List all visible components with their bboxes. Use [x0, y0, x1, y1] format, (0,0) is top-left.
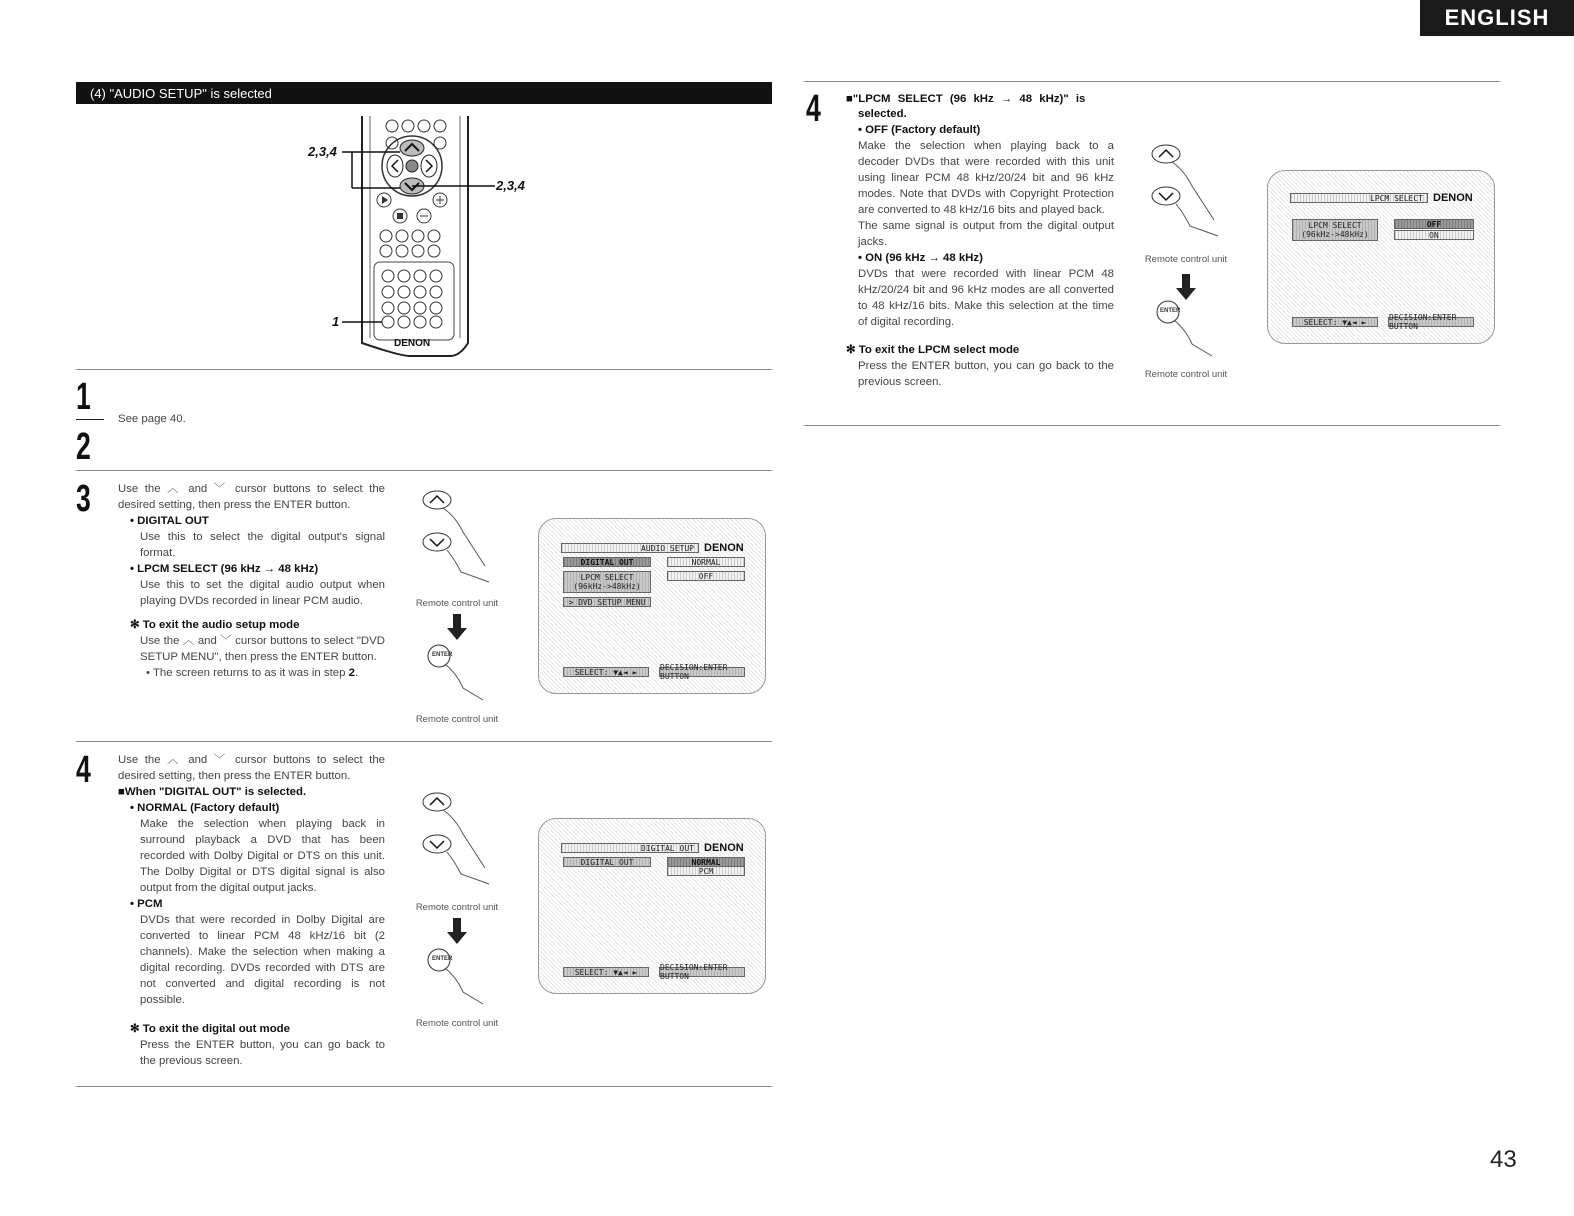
digital-out-desc: Use this to select the digital output's signal format.: [140, 531, 385, 559]
screen-footer-decision: DECISION:ENTER BUTTON: [1388, 317, 1474, 327]
lpcm-select-screen: [1267, 170, 1495, 344]
normal-desc: Make the selection when playing back in surround playback a DVD that has been recorded with Dolby Digital or DTS on this unit. The Dolby Digital or DTS digital signal is also output from the digital output jacks.: [140, 818, 385, 894]
step-1-2-note: See page 40.: [118, 413, 186, 425]
step-2-number: 2: [76, 426, 91, 468]
off-desc: Make the selection when playing back to a decoder DVDs that were recorded with this unit using linear PCM 48 kHz/20/24 bit and 96 kHz modes. Note that DVDs with Copyright Protection are converted to 48 kHz/16 bits and played back.: [858, 140, 1114, 216]
off-desc-2: The same signal is output from the digital output jacks.: [858, 220, 1114, 248]
screen-item-digital-out: DIGITAL OUT: [563, 557, 651, 567]
screen-value-off: OFF: [1394, 219, 1474, 229]
screen-brand: DENON: [704, 542, 744, 554]
when-digital-out-title: ■When "DIGITAL OUT" is selected.: [118, 786, 307, 798]
on-desc: DVDs that were recorded with linear PCM 48 kHz/20/24 bit and 96 kHz modes are all converted to 48 kHz/16 bits. Make this selection at the time of digital recording.: [858, 268, 1114, 328]
up-arrow-icon: ︿: [182, 635, 195, 647]
lpcm-selected-title: ■"LPCM SELECT (96 kHz → 48 kHz)" is: [846, 93, 1086, 105]
remote-caption: Remote control unit: [415, 598, 499, 609]
pcm-title: • PCM: [130, 898, 163, 910]
step-3-text: [118, 481, 385, 681]
lpcm-selected-title-cont: selected.: [858, 108, 907, 120]
screen-title-box: AUDIO SETUP: [561, 543, 699, 553]
divider: [804, 425, 1500, 426]
screen-footer-decision: DECISION:ENTER BUTTON: [659, 967, 745, 977]
screen-title-box: LPCM SELECT: [1290, 193, 1428, 203]
divider: [76, 741, 772, 742]
screen-brand: DENON: [1433, 192, 1473, 204]
step-4-right-text: [846, 91, 1114, 390]
screen-footer-select: SELECT: ▼▲◄ ►: [563, 967, 649, 977]
screen-value-off: OFF: [667, 571, 745, 581]
on-title: • ON (96 kHz → 48 kHz): [858, 252, 983, 264]
enter-button-icon: ENTER: [432, 652, 453, 658]
exit-audio-setup-note: • The screen returns to as it was in step 2.: [146, 667, 359, 679]
exit-lpcm-title: ✻ To exit the LPCM select mode: [846, 344, 1020, 356]
hand-illustration: [1138, 140, 1248, 385]
page-number: 43: [1490, 1146, 1517, 1173]
lpcm-title: • LPCM SELECT (96 kHz → 48 kHz): [130, 563, 319, 575]
exit-digital-out-title: ✻ To exit the digital out mode: [130, 1023, 290, 1035]
enter-button-icon: ENTER: [1160, 308, 1181, 314]
off-title: • OFF (Factory default): [858, 124, 981, 136]
step-4-right-number: 4: [806, 88, 821, 130]
remote-figure: [300, 108, 560, 358]
screen-item-digital-out: DIGITAL OUT: [563, 857, 651, 867]
screen-title-box: DIGITAL OUT: [561, 843, 699, 853]
step-3-intro: Use the ︿ and ﹀ cursor buttons to select the desired setting, then press the ENTER button.: [118, 483, 385, 511]
down-arrow-icon: ﹀: [213, 754, 229, 766]
language-tab: ENGLISH: [1420, 0, 1574, 36]
remote-caption: Remote control unit: [415, 714, 499, 725]
remote-caption: Remote control unit: [1144, 254, 1228, 265]
down-arrow-icon: ﹀: [220, 635, 232, 647]
step-4-number: 4: [76, 749, 91, 791]
section-title: (4) "AUDIO SETUP" is selected: [76, 82, 772, 104]
digital-out-screen: [538, 818, 766, 994]
down-arrow-icon: ﹀: [213, 483, 229, 495]
remote-brand: DENON: [394, 338, 431, 349]
exit-audio-setup-desc: Use the ︿ and ﹀ cursor buttons to select "DVD SETUP MENU", then press the ENTER button.: [140, 635, 385, 663]
step-4-intro: Use the ︿ and ﹀ cursor buttons to select the desired setting, then press the ENTER button.: [118, 754, 385, 782]
screen-value-pcm: PCM: [667, 866, 745, 876]
screen-footer-decision: DECISION:ENTER BUTTON: [659, 667, 745, 677]
pcm-desc: DVDs that were recorded in Dolby Digital are converted to linear PCM 48 kHz/16 bit (2 channels). Make the selection when making a digital recording. DVDs recorded with DTS are not converted and digital recording is not possible.: [140, 914, 385, 1006]
screen-footer-select: SELECT: ▼▲◄ ►: [563, 667, 649, 677]
callout-right-label: 2,3,4: [496, 178, 525, 193]
screen-value-normal: NORMAL: [667, 557, 745, 567]
exit-lpcm-desc: Press the ENTER button, you can go back to the previous screen.: [858, 360, 1114, 388]
remote-caption: Remote control unit: [415, 902, 499, 913]
remote-caption: Remote control unit: [1144, 369, 1228, 380]
enter-button-icon: ENTER: [432, 956, 453, 962]
screen-footer-select: SELECT: ▼▲◄ ►: [1292, 317, 1378, 327]
exit-digital-out-desc: Press the ENTER button, you can go back to the previous screen.: [140, 1039, 385, 1067]
step-3-number: 3: [76, 478, 91, 520]
divider: [76, 369, 772, 370]
step-4-text: [118, 752, 385, 1069]
screen-brand: DENON: [704, 842, 744, 854]
screen-item-lpcm-select: LPCM SELECT (96kHz->48kHz): [563, 571, 651, 593]
up-arrow-icon: ︿: [167, 483, 182, 495]
screen-item-dvd-setup-menu: > DVD SETUP MENU: [563, 597, 651, 607]
screen-item-lpcm-select: LPCM SELECT (96kHz->48kHz): [1292, 219, 1378, 241]
digital-out-title: • DIGITAL OUT: [130, 515, 209, 527]
remote-caption: Remote control unit: [415, 1018, 499, 1029]
screen-value-normal: NORMAL: [667, 857, 745, 867]
divider: [76, 470, 772, 471]
audio-setup-screen: [538, 518, 766, 694]
normal-title: • NORMAL (Factory default): [130, 802, 280, 814]
callout-bottom-label: 1: [332, 314, 340, 329]
step-1-2-leader: [76, 419, 104, 420]
step-1-number: 1: [76, 376, 91, 418]
screen-value-on: ON: [1394, 230, 1474, 240]
hand-illustration: [405, 788, 515, 1028]
up-arrow-icon: ︿: [167, 754, 182, 766]
lpcm-desc: Use this to set the digital audio output when playing DVDs recorded in linear PCM audio.: [140, 579, 385, 607]
exit-audio-setup-title: ✻ To exit the audio setup mode: [130, 619, 300, 631]
divider: [804, 81, 1500, 82]
divider: [76, 1086, 772, 1087]
callout-left-label: 2,3,4: [308, 144, 337, 159]
hand-illustration: [405, 486, 515, 726]
